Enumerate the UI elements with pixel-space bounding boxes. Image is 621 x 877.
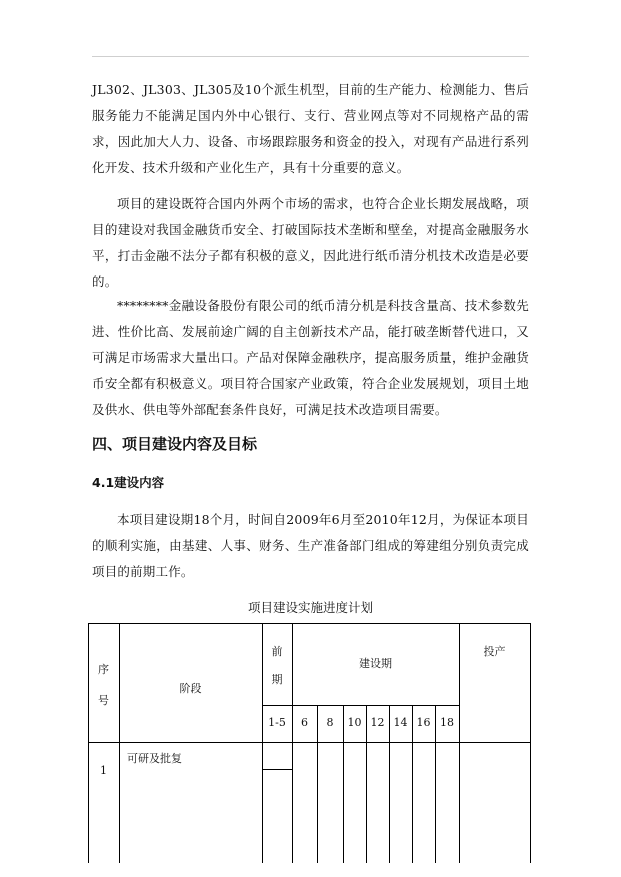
- header-seq-1: 序: [98, 663, 109, 676]
- table-border-right: [530, 623, 531, 863]
- header-stage: 阶段: [179, 682, 202, 695]
- table-row-line: [262, 705, 459, 706]
- paragraph-company-product: ********金融设备股份有限公司的纸币清分机是科技含量高、技术参数先进、性价比高、发展前途广阔的自主创新技术产品，能打破垄断替代进口，又可满足市场需求大量出口。产品对保障金融秩序，提高服务质量，维护金融货币安全都有积极意义。项目符合国家产业政策，符合企业发展规划，项目土地及供水、供电等外部配套条件良好，可满足技术改造项目需要。: [92, 298, 529, 417]
- header-production: 投产: [483, 645, 506, 658]
- header-pre-months: 1-5: [268, 716, 286, 729]
- header-month: 16: [416, 716, 431, 729]
- table-caption: 项目建设实施进度计划: [247, 600, 373, 615]
- header-month: 18: [440, 716, 454, 729]
- paragraph-construction-period: 本项目建设期18个月，时间自2009年6月至2010年12月，为保证本项目的顺利实施，由基建、人事、财务、生产准备部门组成的筹建组分别负责完成项目的前期工作。: [92, 512, 529, 579]
- header-pre-1: 前: [271, 645, 283, 658]
- row-stage-label: 可研及批复: [127, 752, 182, 765]
- paragraph-project-significance: 项目的建设既符合国内外两个市场的需求，也符合企业长期发展战略，项目的建设对我国金融货币安全、打破国际技术垄断和壁垒，对提高金融服务水平，打击金融不法分子都有积极的意义，因此进行纸币清分机技术改造是必要的。: [92, 196, 529, 289]
- table-col-line: [459, 705, 460, 863]
- row-number: 1: [100, 764, 107, 777]
- header-month: 10: [347, 716, 362, 729]
- header-month: 8: [326, 716, 334, 729]
- header-month: 6: [301, 716, 308, 729]
- table-border-left: [88, 623, 89, 863]
- table-progress-line: [262, 769, 292, 770]
- header-month: 14: [393, 716, 408, 729]
- table-border-top: [88, 623, 531, 624]
- section-heading: 四、项目建设内容及目标: [92, 435, 258, 453]
- table-col-line: [119, 623, 120, 863]
- header-build-period: 建设期: [359, 657, 392, 670]
- header-pre-2: 期: [271, 673, 283, 686]
- table-col-line: [262, 623, 263, 863]
- header-rule: [92, 56, 529, 57]
- table-col-line: [459, 623, 460, 705]
- subsection-heading: 4.1建设内容: [92, 475, 165, 490]
- table-row-line: [88, 742, 531, 743]
- header-seq-2: 号: [98, 694, 109, 707]
- header-month: 12: [370, 716, 385, 729]
- paragraph-product-models: JL302、JL303、JL305及10个派生机型，目前的生产能力、检测能力、售后服务能力不能满足国内外中心银行、支行、营业网点等对不同规格产品的需求，因此加大人力、设备、市场跟踪服务和资金的投入，对现有产品进行系列化开发、技术升级和产业化生产，具有十分重要的意义。: [92, 82, 529, 175]
